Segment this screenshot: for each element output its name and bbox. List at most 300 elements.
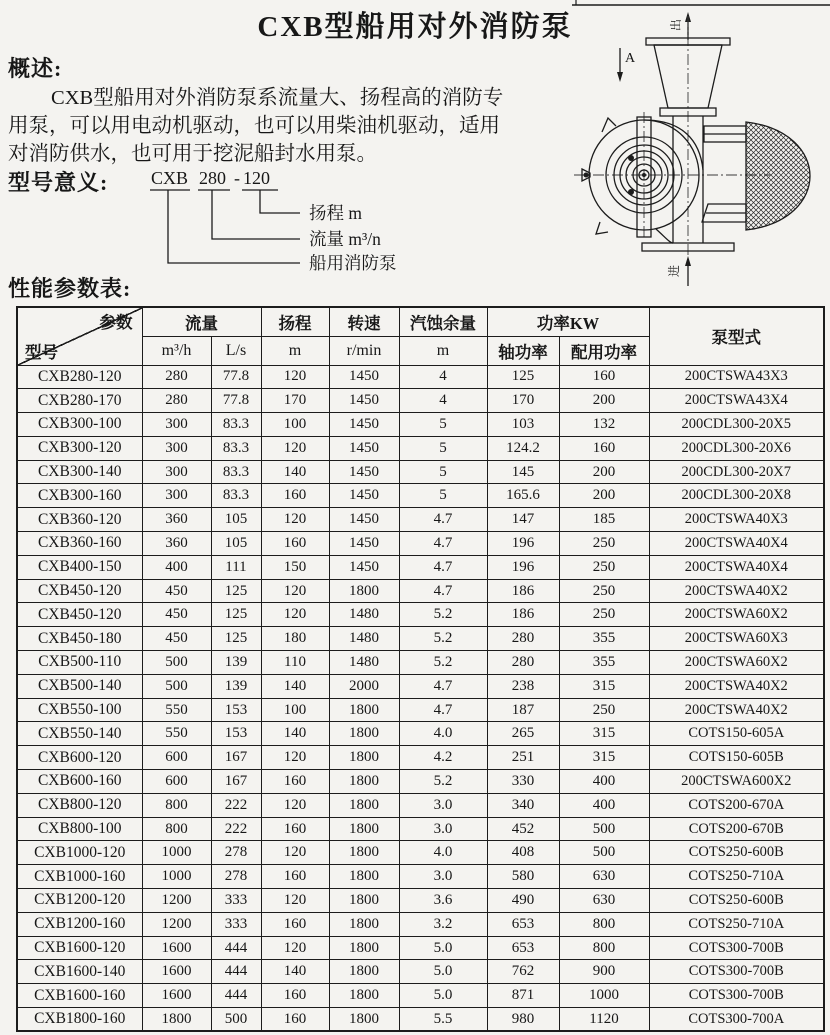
cell-value: 120 [261, 841, 329, 865]
table-row [17, 936, 824, 960]
cell-value: 83.3 [211, 484, 261, 508]
table-row [17, 603, 824, 627]
cell-value: 408 [487, 841, 559, 865]
cell-value: 5.2 [399, 627, 487, 651]
cell-model: CXB1200-120 [17, 889, 142, 913]
inlet-arrow [666, 256, 691, 286]
cell-value: 1480 [329, 603, 399, 627]
cell-value: 77.8 [211, 365, 261, 389]
cell-value: 550 [142, 722, 211, 746]
table-row [17, 508, 824, 532]
cell-value: 140 [261, 674, 329, 698]
cell-value: 4.0 [399, 841, 487, 865]
header-npsh: 汽蚀余量 [399, 307, 487, 336]
cell-pump-type: COTS250-600B [649, 841, 824, 865]
table-row [17, 413, 824, 437]
table-row [17, 865, 824, 889]
header-corner-model: 型号 [25, 342, 58, 362]
cell-value: 400 [559, 793, 649, 817]
cell-pump-type: COTS300-700A [649, 1008, 824, 1032]
cell-value: 83.3 [211, 413, 261, 437]
cell-value: 1800 [142, 1008, 211, 1032]
cell-value: 1000 [142, 841, 211, 865]
cell-model: CXB550-100 [17, 698, 142, 722]
cell-pump-type: COTS200-670B [649, 817, 824, 841]
cell-value: 196 [487, 555, 559, 579]
cell-value: 1800 [329, 1008, 399, 1032]
cell-model: CXB300-120 [17, 436, 142, 460]
header-corner-cell [17, 307, 142, 365]
cell-value: 238 [487, 674, 559, 698]
cell-model: CXB1200-160 [17, 912, 142, 936]
cell-value: 4.2 [399, 746, 487, 770]
cell-value: 653 [487, 936, 559, 960]
cell-model: CXB1000-160 [17, 865, 142, 889]
cell-model: CXB550-140 [17, 722, 142, 746]
cell-value: 1450 [329, 532, 399, 556]
cell-value: 200 [559, 484, 649, 508]
cell-value: 1450 [329, 389, 399, 413]
cell-value: 4.7 [399, 555, 487, 579]
cell-value: 355 [559, 627, 649, 651]
cell-value: 83.3 [211, 436, 261, 460]
cell-value: 1450 [329, 460, 399, 484]
cell-value: 630 [559, 865, 649, 889]
cell-value: 4.7 [399, 508, 487, 532]
section-label-a: A [625, 51, 636, 66]
cell-pump-type: 200CDL300-20X7 [649, 460, 824, 484]
cell-model: CXB500-140 [17, 674, 142, 698]
cell-model: CXB800-120 [17, 793, 142, 817]
cell-value: 580 [487, 865, 559, 889]
cell-value: 125 [211, 603, 261, 627]
cell-value: 160 [261, 817, 329, 841]
cell-value: 1800 [329, 889, 399, 913]
model-code-flow: 280 [199, 168, 226, 188]
cell-value: 900 [559, 960, 649, 984]
cell-model: CXB1600-160 [17, 984, 142, 1008]
cell-value: 800 [142, 793, 211, 817]
table-row [17, 746, 824, 770]
cell-pump-type: 200CTSWA40X2 [649, 698, 824, 722]
cell-value: 105 [211, 508, 261, 532]
cell-value: 5.2 [399, 651, 487, 675]
cell-value: 340 [487, 793, 559, 817]
cell-value: 120 [261, 936, 329, 960]
table-row [17, 436, 824, 460]
cell-value: 500 [142, 651, 211, 675]
callout-pump-label: 船用消防泵 [309, 253, 397, 273]
header-speed: 转速 [329, 307, 399, 336]
cell-value: 167 [211, 746, 261, 770]
cell-value: 330 [487, 770, 559, 794]
cell-value: 100 [261, 413, 329, 437]
cell-value: 1800 [329, 912, 399, 936]
cell-value: 5 [399, 460, 487, 484]
cell-value: 3.0 [399, 793, 487, 817]
cell-value: 160 [559, 436, 649, 460]
cell-value: 1800 [329, 817, 399, 841]
cell-value: 3.6 [399, 889, 487, 913]
cell-value: 4.7 [399, 532, 487, 556]
cell-value: 5.2 [399, 603, 487, 627]
cell-model: CXB1800-160 [17, 1008, 142, 1032]
cell-value: 222 [211, 817, 261, 841]
cell-value: 160 [261, 912, 329, 936]
cell-value: 105 [211, 532, 261, 556]
header-pump-type: 泵型式 [649, 307, 824, 365]
callout-flow-label: 流量 m³/n [309, 229, 381, 249]
cell-value: 444 [211, 960, 261, 984]
cell-value: 762 [487, 960, 559, 984]
cell-value: 160 [261, 532, 329, 556]
cell-value: 1800 [329, 722, 399, 746]
cell-model: CXB280-170 [17, 389, 142, 413]
cell-value: 300 [142, 460, 211, 484]
table-row [17, 674, 824, 698]
cell-value: 160 [261, 984, 329, 1008]
cell-value: 3.2 [399, 912, 487, 936]
cell-pump-type: 200CTSWA40X3 [649, 508, 824, 532]
cell-value: 5.0 [399, 984, 487, 1008]
table-row [17, 532, 824, 556]
cell-value: 1600 [142, 984, 211, 1008]
cell-pump-type: 200CTSWA40X2 [649, 579, 824, 603]
cell-value: 1600 [142, 960, 211, 984]
cell-value: 1000 [559, 984, 649, 1008]
table-row [17, 817, 824, 841]
cell-pump-type: 200CTSWA40X2 [649, 674, 824, 698]
cell-model: CXB1600-120 [17, 936, 142, 960]
cell-value: 360 [142, 508, 211, 532]
cell-value: 1450 [329, 365, 399, 389]
cell-value: 1120 [559, 1008, 649, 1032]
table-row [17, 460, 824, 484]
cell-value: 1450 [329, 508, 399, 532]
cell-value: 1800 [329, 960, 399, 984]
header-power-shaft: 轴功率 [487, 336, 559, 365]
cell-pump-type: 200CTSWA43X4 [649, 389, 824, 413]
page-title: CXB型船用对外消防泵 [257, 11, 573, 43]
performance-table [16, 306, 825, 1032]
cell-value: 355 [559, 651, 649, 675]
cell-value: 5 [399, 436, 487, 460]
cell-model: CXB360-160 [17, 532, 142, 556]
cell-value: 5.0 [399, 936, 487, 960]
cell-value: 444 [211, 936, 261, 960]
inlet-label: 进 [667, 264, 681, 277]
overview-heading: 概述: [8, 56, 63, 81]
cell-value: 1480 [329, 627, 399, 651]
cell-value: 278 [211, 841, 261, 865]
cell-value: 1200 [142, 889, 211, 913]
cell-value: 160 [559, 365, 649, 389]
cell-value: 315 [559, 674, 649, 698]
header-flow-unit-ls: L/s [211, 336, 261, 365]
table-row [17, 1008, 824, 1032]
cell-value: 185 [559, 508, 649, 532]
cell-value: 1800 [329, 579, 399, 603]
cell-value: 5.5 [399, 1008, 487, 1032]
model-code-prefix: CXB [151, 168, 189, 188]
cell-value: 1800 [329, 984, 399, 1008]
header-power: 功率KW [487, 307, 649, 336]
cell-value: 103 [487, 413, 559, 437]
cell-value: 1800 [329, 841, 399, 865]
cell-value: 180 [261, 627, 329, 651]
cell-value: 5.0 [399, 960, 487, 984]
cell-value: 1800 [329, 770, 399, 794]
cell-model: CXB450-120 [17, 603, 142, 627]
cell-value: 120 [261, 365, 329, 389]
cell-value: 200 [559, 460, 649, 484]
table-row [17, 960, 824, 984]
cell-value: 333 [211, 912, 261, 936]
cell-value: 1800 [329, 936, 399, 960]
cell-pump-type: 200CTSWA60X2 [649, 603, 824, 627]
cell-pump-type: 200CDL300-20X8 [649, 484, 824, 508]
callout-head-label: 扬程 m [309, 203, 362, 223]
cell-value: 4.7 [399, 698, 487, 722]
cell-value: 280 [142, 365, 211, 389]
cell-value: 800 [142, 817, 211, 841]
table-row [17, 770, 824, 794]
cell-pump-type: 200CDL300-20X6 [649, 436, 824, 460]
cell-value: 125 [211, 579, 261, 603]
cell-value: 160 [261, 1008, 329, 1032]
table-row [17, 912, 824, 936]
cell-value: 500 [211, 1008, 261, 1032]
cell-model: CXB600-120 [17, 746, 142, 770]
cell-value: 100 [261, 698, 329, 722]
cell-value: 167 [211, 770, 261, 794]
cell-value: 360 [142, 532, 211, 556]
cell-value: 450 [142, 603, 211, 627]
cell-value: 153 [211, 722, 261, 746]
cell-value: 160 [261, 770, 329, 794]
header-head: 扬程 [261, 307, 329, 336]
overview-line: 对消防供水，也可用于挖泥船封水用泵。 [8, 143, 377, 165]
cell-value: 250 [559, 603, 649, 627]
cell-pump-type: COTS250-600B [649, 889, 824, 913]
cell-value: 280 [142, 389, 211, 413]
cell-value: 186 [487, 579, 559, 603]
cell-pump-type: 200CDL300-20X5 [649, 413, 824, 437]
cell-value: 250 [559, 698, 649, 722]
cell-model: CXB280-120 [17, 365, 142, 389]
cell-value: 186 [487, 603, 559, 627]
cell-value: 120 [261, 603, 329, 627]
table-row [17, 841, 824, 865]
cell-value: 600 [142, 746, 211, 770]
cell-model: CXB300-140 [17, 460, 142, 484]
cell-value: 120 [261, 436, 329, 460]
cell-value: 490 [487, 889, 559, 913]
cell-value: 160 [261, 484, 329, 508]
cell-value: 251 [487, 746, 559, 770]
table-row [17, 555, 824, 579]
cell-value: 125 [211, 627, 261, 651]
performance-table-heading: 性能参数表: [8, 276, 132, 301]
cell-value: 222 [211, 793, 261, 817]
cell-value: 4 [399, 389, 487, 413]
cell-value: 147 [487, 508, 559, 532]
cell-value: 4 [399, 365, 487, 389]
cell-value: 160 [261, 865, 329, 889]
table-row [17, 389, 824, 413]
header-flow: 流量 [142, 307, 261, 336]
cell-value: 83.3 [211, 460, 261, 484]
cell-value: 1800 [329, 793, 399, 817]
cell-value: 1450 [329, 436, 399, 460]
model-designation-diagram [138, 164, 588, 276]
model-meaning-heading: 型号意义: [8, 170, 109, 195]
cell-value: 500 [559, 817, 649, 841]
cell-value: 315 [559, 722, 649, 746]
cell-model: CXB800-100 [17, 817, 142, 841]
cell-value: 250 [559, 579, 649, 603]
cell-model: CXB500-110 [17, 651, 142, 675]
cell-value: 280 [487, 651, 559, 675]
table-row [17, 698, 824, 722]
cell-pump-type: COTS300-700B [649, 984, 824, 1008]
cell-value: 653 [487, 912, 559, 936]
cell-model: CXB450-120 [17, 579, 142, 603]
cell-value: 400 [559, 770, 649, 794]
table-row [17, 722, 824, 746]
cell-value: 444 [211, 984, 261, 1008]
cell-value: 500 [142, 674, 211, 698]
cell-value: 265 [487, 722, 559, 746]
cell-model: CXB360-120 [17, 508, 142, 532]
overview-line: 用泵，可以用电动机驱动，也可以用柴油机驱动，适用 [8, 115, 500, 137]
cell-value: 1800 [329, 865, 399, 889]
cell-value: 200 [559, 389, 649, 413]
table-row [17, 889, 824, 913]
table-row [17, 627, 824, 651]
cell-value: 150 [261, 555, 329, 579]
cell-pump-type: COTS200-670A [649, 793, 824, 817]
cell-value: 153 [211, 698, 261, 722]
cell-value: 630 [559, 889, 649, 913]
table-row [17, 579, 824, 603]
cell-value: 140 [261, 722, 329, 746]
motor-dome-hatched [746, 122, 810, 230]
cell-model: CXB600-160 [17, 770, 142, 794]
cell-value: 125 [487, 365, 559, 389]
outlet-label: 出 [669, 18, 683, 31]
header-speed-unit: r/min [329, 336, 399, 365]
section-arrow-a [617, 48, 636, 82]
cell-value: 140 [261, 960, 329, 984]
cell-model: CXB1600-140 [17, 960, 142, 984]
cell-value: 124.2 [487, 436, 559, 460]
cell-model: CXB450-180 [17, 627, 142, 651]
table-row [17, 793, 824, 817]
cell-value: 111 [211, 555, 261, 579]
table-row [17, 365, 824, 389]
cell-value: 500 [559, 841, 649, 865]
cell-pump-type: COTS150-605A [649, 722, 824, 746]
outlet-arrow [668, 12, 691, 40]
model-code-head: 120 [243, 168, 270, 188]
table-row [17, 984, 824, 1008]
performance-table-body [17, 365, 824, 1031]
cell-value: 139 [211, 651, 261, 675]
cell-value: 800 [559, 936, 649, 960]
cell-value: 110 [261, 651, 329, 675]
cell-value: 315 [559, 746, 649, 770]
cell-value: 300 [142, 413, 211, 437]
cell-value: 550 [142, 698, 211, 722]
cell-value: 120 [261, 746, 329, 770]
overview-line: CXB型船用对外消防泵系流量大、扬程高的消防专 [51, 87, 504, 109]
cell-value: 4.7 [399, 579, 487, 603]
cell-value: 120 [261, 579, 329, 603]
cell-value: 5 [399, 484, 487, 508]
cell-value: 4.7 [399, 674, 487, 698]
cell-value: 3.0 [399, 865, 487, 889]
cell-pump-type: 200CTSWA43X3 [649, 365, 824, 389]
cell-pump-type: COTS250-710A [649, 865, 824, 889]
cell-value: 170 [487, 389, 559, 413]
cell-value: 400 [142, 555, 211, 579]
model-code-dash: - [234, 168, 240, 188]
cell-value: 120 [261, 889, 329, 913]
cell-value: 3.0 [399, 817, 487, 841]
cell-value: 450 [142, 579, 211, 603]
cell-pump-type: 200CTSWA40X4 [649, 532, 824, 556]
cell-value: 77.8 [211, 389, 261, 413]
cell-pump-type: 200CTSWA60X2 [649, 651, 824, 675]
cell-value: 196 [487, 532, 559, 556]
cell-value: 1000 [142, 865, 211, 889]
cell-value: 600 [142, 770, 211, 794]
cell-value: 452 [487, 817, 559, 841]
cell-value: 1800 [329, 746, 399, 770]
header-power-rated: 配用功率 [559, 336, 649, 365]
cell-value: 250 [559, 555, 649, 579]
cell-model: CXB300-160 [17, 484, 142, 508]
cell-value: 1800 [329, 698, 399, 722]
cell-pump-type: 200CTSWA60X3 [649, 627, 824, 651]
cell-value: 165.6 [487, 484, 559, 508]
pump-technical-drawing [556, 0, 830, 295]
cell-value: 139 [211, 674, 261, 698]
cell-value: 145 [487, 460, 559, 484]
cell-value: 4.0 [399, 722, 487, 746]
cell-value: 1200 [142, 912, 211, 936]
cell-value: 280 [487, 627, 559, 651]
cell-value: 170 [261, 389, 329, 413]
cell-value: 5.2 [399, 770, 487, 794]
cell-value: 333 [211, 889, 261, 913]
cell-pump-type: COTS300-700B [649, 960, 824, 984]
cell-value: 278 [211, 865, 261, 889]
cell-value: 250 [559, 532, 649, 556]
table-row [17, 484, 824, 508]
cell-value: 1480 [329, 651, 399, 675]
cell-value: 1600 [142, 936, 211, 960]
cell-value: 5 [399, 413, 487, 437]
overview-paragraph [8, 84, 588, 168]
cell-value: 2000 [329, 674, 399, 698]
cell-value: 871 [487, 984, 559, 1008]
cell-value: 450 [142, 627, 211, 651]
header-flow-unit-m3h: m³/h [142, 336, 211, 365]
cell-value: 120 [261, 793, 329, 817]
cell-model: CXB400-150 [17, 555, 142, 579]
